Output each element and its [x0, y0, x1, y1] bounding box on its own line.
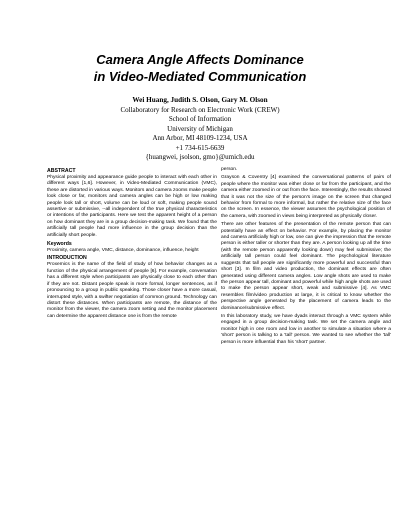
author-block: [0, 96, 400, 163]
affiliation-line: Collaboratory for Research on Electronic Work (CREW): [120, 105, 280, 114]
title-line: Camera Angle Affects Dominance: [96, 52, 304, 67]
left-column: [47, 167, 217, 322]
author-names: Wei Huang, Judith S. Olson, Gary M. Olson: [132, 96, 268, 104]
keywords-text: Proximity, camera angle, VMC, distance, dominance, influence, height: [47, 247, 199, 253]
affiliation-line: School of Information: [168, 115, 232, 123]
title-line: in Video-Mediated Communication: [93, 68, 307, 84]
continued-text: person.: [221, 167, 238, 172]
introduction-heading: INTRODUCTION: [47, 255, 87, 262]
right-column: [221, 167, 391, 347]
introduction-text: Proxemics is the name of the field of study of how behavior changes as a function of the physical arrangement of people [6]. For example, conversation has a different style when participants are physically close to each other than if they are not. Distant people speak in more formal, longer sentences, as if pronouncing to a group in public speaking. Those closer have a more casual, interrupted style, with a swifter negotiation of common ground. Technology can distort these distances. When participants are remote, the distance of the monitor from the viewer, the camera zoom setting and the monitor placement can determine the apparent distance one is from the remote: [47, 262, 217, 319]
email-line: {huangwei, jsolson, gmo}@umich.edu: [145, 153, 255, 161]
body-paragraph: There are other features of the presentation of the remote person that can potentially have an effect on behavior. For example, by placing the monitor and camera artificially high or low, one can give the impression that the remote person is either taller or shorter than they are. A person looking up all the time (with the remote person apparently looking down) may feel submissive; the artificially tall person could feel dominant. The psychological literature suggests that tall people are significantly more powerful and successful than short [3]. In film and video production, the dominant effects are often generated using different camera angles. Low angle shots are used to make the person appear tall, dominant and powerful while high angle shots are used to make the person appear short, weak and submissive [4]. As VMC resembles film/video production at large, it is critical to know whether the perspective angle generated by the placement of camera leads to the dominance/submissive effect.: [221, 222, 391, 311]
phone-line: +1 734-615-6639: [175, 143, 225, 152]
abstract-text: Physical proximity and appearance guide people to interact with each other in different ways [1,6]. However, in Video-Mediated Communication (VMC), these are distorted in various ways. Monitors and camera zooms make people look close or far, monitors and camera angles can be high or low making people look tall or short, volume can be loud or soft, making people sound assertive or submissive, --all independent of the true physical characteristics or intentions of the participants. Here we test the apparent height of a person on how dominant they are in a group decision-making task. We found that the artificially tall people had more influence in the group decision than the artificially short people.: [47, 175, 217, 238]
body-paragraph: In this laboratory study, we have dyads interact through a VMC system while engaged in a group decision-making task. We set the camera angle and monitor high in one room and low in another to simulate a situation where a 'short' person is talking to a 'tall' person. We wanted to see whether the 'tall' person is more influential than his 'short' partner.: [221, 313, 391, 345]
abstract-heading: ABSTRACT: [47, 168, 76, 174]
affiliation-line: University of Michigan: [167, 124, 233, 133]
body-paragraph: Grayson & Coventry [4] examined the conversational patterns of pairs of people where the monitor was either close or far from the participant, and the camera either zoomed in or out from the face. Interestingly, the results showed that it was not the size of the person's image on the screen that changed behavior from formal to more informal, but rather the relative size of the face on the screen. In essence, the viewer assumes the psychological position of the camera, with zoomed in views being interpreted as physically closer.: [221, 175, 391, 219]
keywords-heading: Keywords: [47, 240, 72, 247]
paper-title: [0, 52, 400, 85]
address-line: Ann Arbor, MI 48109-1234, USA: [152, 134, 248, 142]
